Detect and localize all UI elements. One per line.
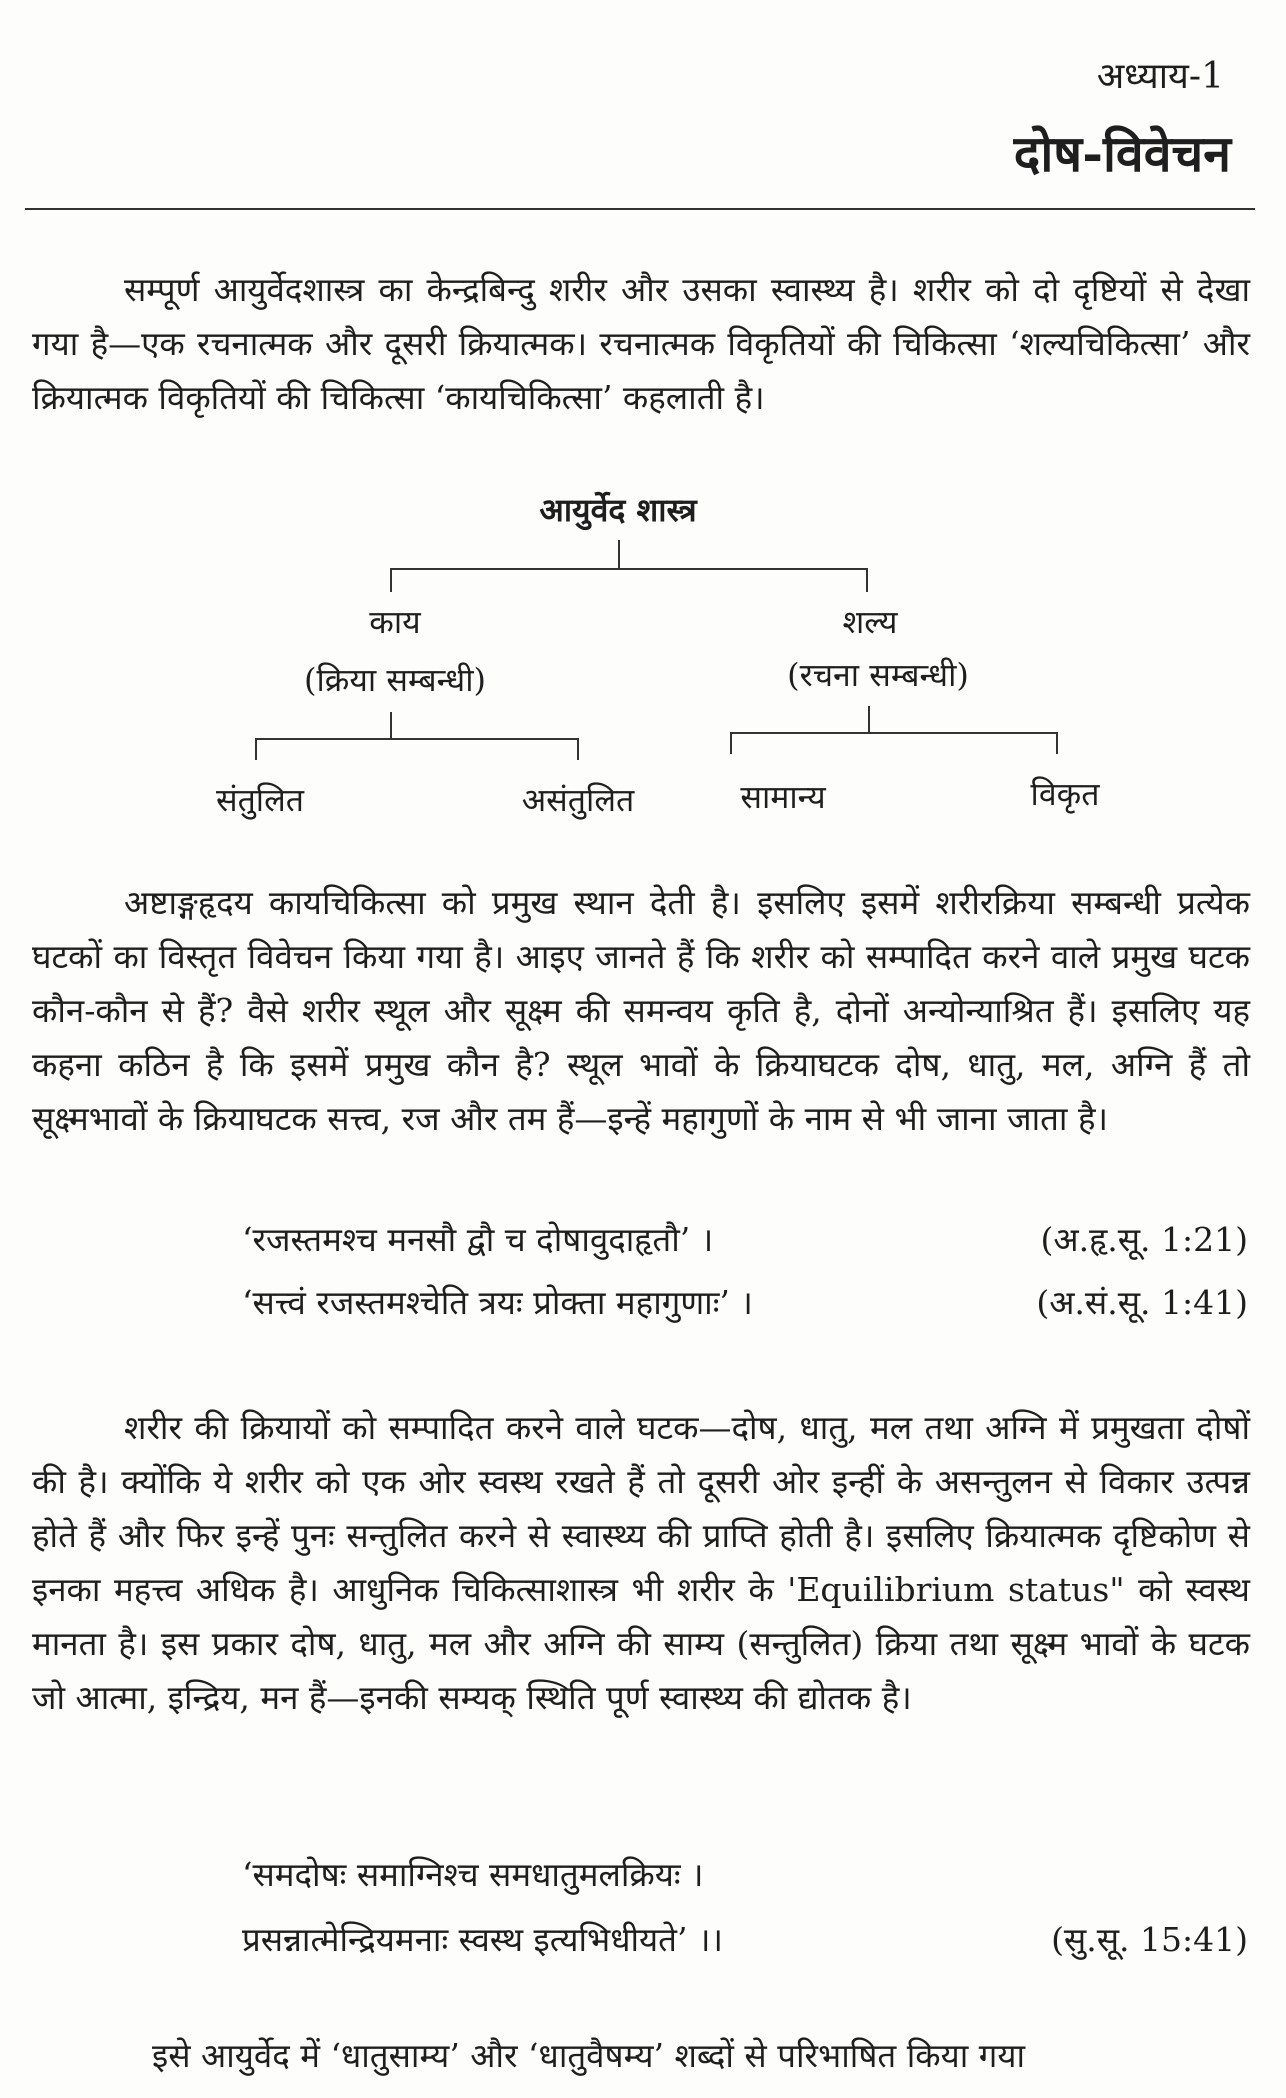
verse-text: ‘सत्त्वं रजस्तमश्चेति त्रयः प्रोक्ता महागुणाः’ । xyxy=(242,1283,753,1322)
branch-shalya-sublabel: (रचना सम्बन्धी) xyxy=(787,656,969,694)
left-bar xyxy=(255,738,579,740)
left-bar-drop-2 xyxy=(577,738,579,760)
verse-quote xyxy=(242,1915,1248,1965)
root-right-drop xyxy=(866,568,868,592)
paragraph-ashtanga: अष्टाङ्गहृदय कायचिकित्सा को प्रमुख स्थान देती है। इसलिए इसमें शरीरक्रिया सम्बन्धी प्रत्येक घटकों का विस्तृत विवेचन किया गया है। आइए जानते हैं कि शरीर को सम्पादित करने वाले प्रमुख घटक कौन-कौन से हैं? वैसे शरीर स्थूल और सूक्ष्म की समन्वय कृति है, दोनों अन्योन्याश्रित हैं। इसलिए यह कहना कठिन है कि इसमें प्रमुख कौन है? स्थूल भावों के क्रियाघटक दोष, धातु, मल, अग्नि हैं तो सूक्ष्मभावों के क्रियाघटक सत्त्व, रज और तम हैं—इन्हें महागुणों के नाम से भी जाना जाता है। xyxy=(32,883,1250,1138)
root-bar xyxy=(390,568,868,570)
verse-reference: (अ.सं.सू. 1:41) xyxy=(1036,1283,1248,1322)
root-left-drop xyxy=(390,568,392,592)
right-stem xyxy=(868,706,870,734)
header-rule xyxy=(25,208,1255,210)
leaf-vikrit: विकृत xyxy=(1030,775,1100,813)
verse-text: प्रसन्नात्मेन्द्रियमनाः स्वस्थ इत्यभिधीयते’ ।। xyxy=(242,1920,723,1959)
chapter-label: अध्याय-1 xyxy=(1096,56,1224,97)
verse-text: ‘समदोषः समाग्निश्च समधातुमलक्रियः । xyxy=(242,1855,704,1894)
verse-reference: (सु.सू. 15:41) xyxy=(1051,1920,1248,1959)
right-bar xyxy=(730,732,1058,734)
right-bar-drop-2 xyxy=(1056,732,1058,754)
verse-quote xyxy=(242,1278,1248,1328)
paragraph-intro: सम्पूर्ण आयुर्वेदशास्त्र का केन्द्रबिन्दु शरीर और उसका स्वास्थ्य है। शरीर को दो दृष्टियों से देखा गया है—एक रचनात्मक और दूसरी क्रियात्मक। रचनात्मक विकृतियों की चिकित्सा ‘शल्यचिकित्सा’ और क्रियात्मक विकृतियों की चिकित्सा ‘कायचिकित्सा’ कहलाती है। xyxy=(32,270,1250,417)
paragraph-dhatusamya: इसे आयुर्वेद में ‘धातुसाम्य’ और ‘धातुवैषम्य’ शब्दों से परिभाषित किया गया xyxy=(152,2036,1026,2075)
diagram-root-label: आयुर्वेद शास्त्र xyxy=(539,491,697,529)
chapter-title: दोष-विवेचन xyxy=(1013,124,1231,183)
verse-quote xyxy=(242,1215,1248,1265)
root-stem xyxy=(618,540,620,570)
branch-kaya-sublabel: (क्रिया सम्बन्धी) xyxy=(304,661,486,699)
left-bar-drop-1 xyxy=(255,738,257,760)
verse-reference: (अ.हृ.सू. 1:21) xyxy=(1040,1220,1248,1259)
verse-text: ‘रजस्तमश्च मनसौ द्वौ च दोषावुदाहृतौ’ । xyxy=(242,1220,714,1259)
paragraph-dosha-importance: शरीर की क्रियायों को सम्पादित करने वाले घटक—दोष, धातु, मल तथा अग्नि में प्रमुखता दोषों की है। क्योंकि ये शरीर को एक ओर स्वस्थ रखते हैं तो दूसरी ओर इन्हीं के असन्तुलन से विकार उत्पन्न होते हैं और फिर इन्हें पुनः सन्तुलित करने से स्वास्थ्य की प्राप्ति होती है। इसलिए क्रियात्मक दृष्टिकोण से इनका महत्त्व अधिक है। आधुनिक चिकित्साशास्त्र भी शरीर के 'Equilibrium status" को स्वस्थ मानता है। इस प्रकार दोष, धातु, मल और अग्नि की साम्य (सन्तुलित) क्रिया तथा सूक्ष्म भावों के घटक जो आत्मा, इन्द्रिय, मन हैं—इनकी सम्यक् स्थिति पूर्ण स्वास्थ्य की द्योतक है। xyxy=(32,1408,1250,1717)
leaf-samanya: सामान्य xyxy=(740,778,826,816)
branch-kaya-label: काय xyxy=(369,603,421,641)
right-bar-drop-1 xyxy=(730,732,732,754)
left-stem xyxy=(390,712,392,740)
leaf-santulit: संतुलित xyxy=(215,781,305,819)
branch-shalya-label: शल्य xyxy=(842,603,898,641)
verse-quote xyxy=(242,1850,1248,1900)
leaf-asantulit: असंतुलित xyxy=(521,781,635,819)
